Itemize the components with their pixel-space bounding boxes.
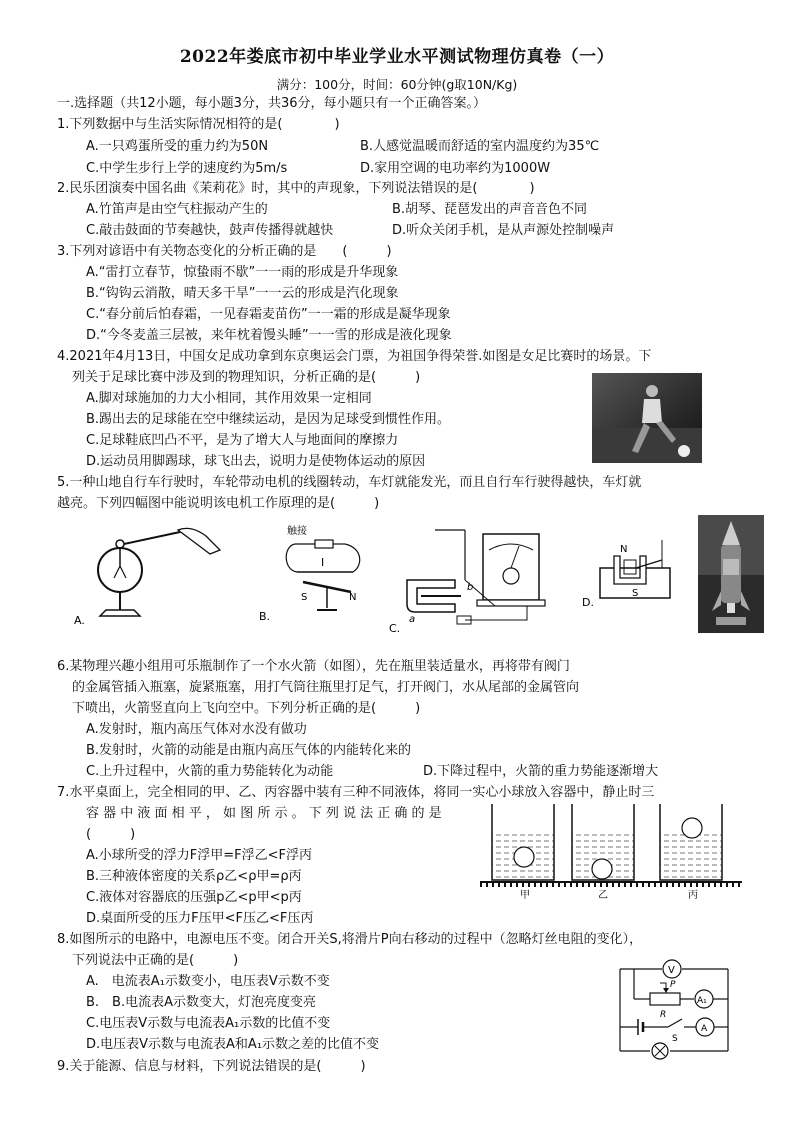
q3-option-c: C.“春分前后怕春霜，一见春霜麦苗伤”一一霜的形成是凝华现象 xyxy=(86,307,451,322)
q5-stem-line2: 越亮。下列四幅图中能说明该电机工作原理的是( ) xyxy=(57,496,380,511)
q8-stem-line2: 下列说法中正确的是( ) xyxy=(72,953,239,968)
q2-option-d: D.听众关闭手机，是从声源处控制噪声 xyxy=(392,223,615,238)
q5-fig-d-s: S xyxy=(632,588,639,599)
q2-option-a: A.竹笛声是由空气柱振动产生的 xyxy=(86,202,268,217)
q1-option-d: D.家用空调的电功率约为1000W xyxy=(360,161,551,176)
q7-stem-line2: 容 器 中 液 面 相 平 ， 如 图 所 示 。 下 列 说 法 正 确 的 是 xyxy=(86,806,442,821)
q5-fig-a-label: A. xyxy=(74,614,85,627)
voltmeter-v-label: V xyxy=(668,965,675,976)
q5-fig-c-b: b xyxy=(467,582,474,593)
ammeter-a-label: A xyxy=(701,1024,708,1034)
q7-option-c: C.液体对容器底的压强p乙<p甲<p丙 xyxy=(86,890,302,905)
q8-option-a: A. 电流表A₁示数变小，电压表V示数不变 xyxy=(86,974,330,989)
container-label-yi: 乙 xyxy=(598,890,608,901)
q4-option-d: D.运动员用脚踢球，球飞出去，说明力是使物体运动的原因 xyxy=(86,454,426,469)
q5-fig-c-label: C. xyxy=(389,622,401,635)
q3-option-d: D.“今冬麦盖三层被，来年枕着馒头睡”一一雪的形成是液化现象 xyxy=(86,328,452,343)
q5-fig-c-a: a xyxy=(409,614,416,625)
q6-option-b: B.发射时，火箭的动能是由瓶内高压气体的内能转化来的 xyxy=(86,743,412,758)
q5-figure-d xyxy=(580,528,690,613)
container-label-jia: 甲 xyxy=(520,890,530,901)
q1-option-a: A.一只鸡蛋所受的重力约为50N xyxy=(86,139,269,154)
q7-option-b: B.三种液体密度的关系ρ乙<ρ甲=ρ丙 xyxy=(86,869,302,884)
q4-option-b: B.踢出去的足球能在空中继续运动，是因为足球受到惯性作用。 xyxy=(86,412,451,427)
q5-fig-b-n: N xyxy=(349,592,357,603)
q5-stem-line1: 5.一种山地自行车行驶时，车轮带动电机的线圈转动，车灯就能发光，而且自行车行驶得越快，车灯就 xyxy=(57,475,642,490)
q9-stem: 9.关于能源、信息与材料，下列说法错误的是( ) xyxy=(57,1059,366,1074)
q6-stem-line1: 6.某物理兴趣小组用可乐瓶制作了一个水火箭（如图），先在瓶里装适量水，再将带有阀门 xyxy=(57,659,570,674)
q7-stem-line3: ( ) xyxy=(86,827,136,842)
q4-option-a: A.脚对球施加的力大小相同，其作用效果一定相同 xyxy=(86,391,372,406)
q3-option-a: A.“雷打立春节，惊蛰雨不歇”一一雨的形成是升华现象 xyxy=(86,265,399,280)
resistor-r-label: R xyxy=(660,1010,667,1020)
q5-fig-d-n: N xyxy=(620,544,628,555)
q5-fig-b-s: S xyxy=(301,592,308,603)
q1-option-c: C.中学生步行上学的速度约为5m/s xyxy=(86,161,288,176)
exam-title: 2022年娄底市初中毕业学业水平测试物理仿真卷（一） xyxy=(179,47,615,67)
q8-option-c: C.电压表V示数与电流表A₁示数的比值不变 xyxy=(86,1016,331,1031)
q8-option-d: D.电压表V示数与电流表A和A₁示数之差的比值不变 xyxy=(86,1037,380,1052)
q7-stem-line1: 7.水平桌面上，完全相同的甲、乙、丙容器中装有三种不同液体，将同一实心小球放入容器中，静止时三 xyxy=(57,785,655,800)
q6-stem-line3: 下喷出，火箭竖直向上飞向空中。下列分析正确的是( ) xyxy=(72,701,421,716)
exam-subtitle: 满分：100分，时间：60分钟(g取10N/Kg) xyxy=(276,77,518,92)
q3-option-b: B.“钩钩云消散，晴天多干旱”一一云的形成是汽化现象 xyxy=(86,286,399,301)
container-label-bing: 丙 xyxy=(688,890,698,901)
q2-option-c: C.敲击鼓面的节奏越快，鼓声传播得就越快 xyxy=(86,223,334,238)
q7-option-d: D.桌面所受的压力F压甲<F压乙<F压丙 xyxy=(86,911,314,926)
slider-p-label: P xyxy=(670,980,676,990)
q3-stem: 3.下列对谚语中有关物态变化的分析正确的是 ( ) xyxy=(57,244,392,259)
q6-option-d: D.下降过程中，火箭的重力势能逐渐增大 xyxy=(423,764,659,779)
q6-stem-line2: 的金属管插入瓶塞，旋紧瓶塞，用打气筒往瓶里打足气，打开阀门，水从尾部的金属管向 xyxy=(72,680,580,695)
q5-figure-a xyxy=(70,520,230,630)
q5-figure-c xyxy=(385,520,565,635)
q4-option-c: C.足球鞋底凹凸不平，是为了增大人与地面间的摩擦力 xyxy=(86,433,399,448)
q8-circuit-figure xyxy=(610,955,745,1060)
water-rocket-photo xyxy=(698,515,764,633)
q6-option-c: C.上升过程中，火箭的重力势能转化为动能 xyxy=(86,764,334,779)
section-heading: 一.选择题（共12小题，每小题3分，共36分，每小题只有一个正确答案。） xyxy=(57,96,486,111)
ammeter-a1-label: A₁ xyxy=(697,996,707,1006)
q5-fig-b-i: I xyxy=(321,556,325,569)
q6-option-a: A.发射时，瓶内高压气体对水没有做功 xyxy=(86,722,307,737)
q5-fig-b-label: B. xyxy=(259,610,271,623)
q4-stem-line1: 4.2021年4月13日，中国女足成功拿到东京奥运会门票，为祖国争得荣誉.如图是女足比赛时的场景。下 xyxy=(57,349,652,364)
soccer-photo xyxy=(592,373,702,463)
q5-figure-b xyxy=(255,522,385,627)
q4-stem-line2: 列关于足球比赛中涉及到的物理知识，分析正确的是( ) xyxy=(72,370,421,385)
q8-option-b: B. B.电流表A示数变大，灯泡亮度变亮 xyxy=(86,995,316,1010)
q1-option-b: B.人感觉温暖而舒适的室内温度约为35℃ xyxy=(360,139,600,154)
q5-fig-b-touch: 触接 xyxy=(287,526,307,537)
q7-option-a: A.小球所受的浮力F浮甲=F浮乙<F浮丙 xyxy=(86,848,313,863)
q1-stem: 1.下列数据中与生活实际情况相符的是( ) xyxy=(57,117,340,132)
q2-stem: 2.民乐团演奏中国名曲《茉莉花》时，其中的声现象，下列说法错误的是( ) xyxy=(57,181,535,196)
q8-stem-line1: 8.如图所示的电路中，电源电压不变。闭合开关S,将滑片P向右移动的过程中（忽略灯丝电阻的变化）， xyxy=(57,932,643,947)
q5-fig-d-label: D. xyxy=(582,596,594,609)
q2-option-b: B.胡琴、琵琶发出的声音音色不同 xyxy=(392,202,588,217)
q7-containers-figure xyxy=(480,802,742,902)
switch-s-label: S xyxy=(672,1034,678,1044)
